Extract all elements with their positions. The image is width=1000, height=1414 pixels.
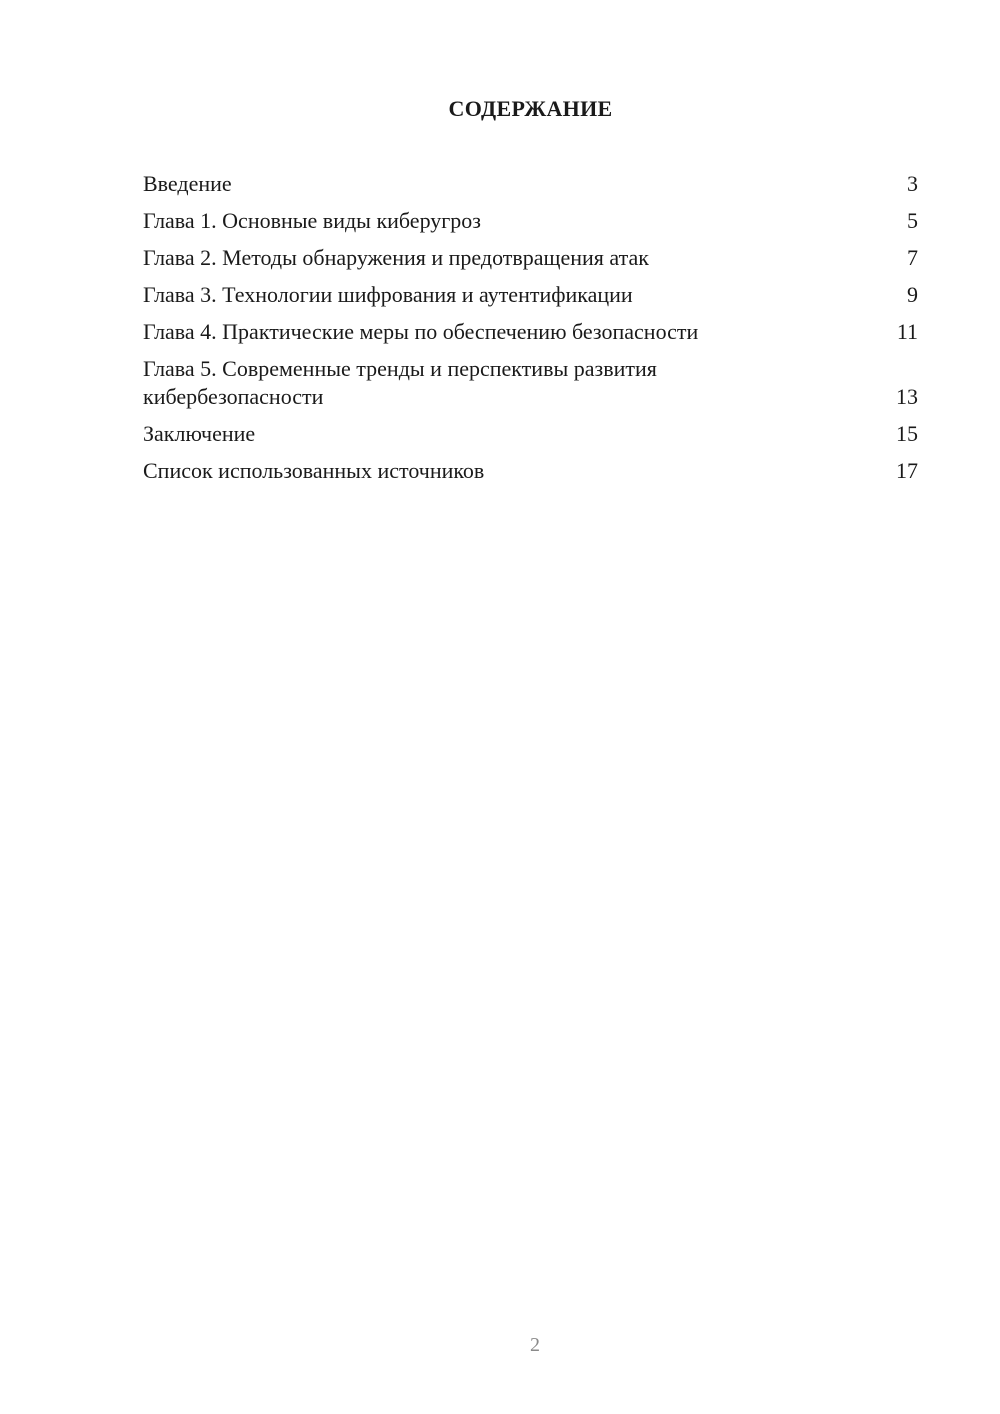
toc-list <box>143 170 918 494</box>
toc-entry-label: Глава 2. Методы обнаружения и предотвращения атак <box>143 245 649 270</box>
toc-entry-label: Введение <box>143 171 232 196</box>
toc-entry-page: 13 <box>896 384 918 409</box>
toc-entry-page: 5 <box>907 208 918 233</box>
toc-entry-label: Глава 1. Основные виды киберугроз <box>143 208 481 233</box>
toc-entry <box>143 355 918 411</box>
toc-entry <box>143 281 918 309</box>
toc-entry-label: Глава 3. Технологии шифрования и аутентификации <box>143 282 633 307</box>
toc-entry-page: 11 <box>896 319 918 344</box>
toc-entry <box>143 318 918 346</box>
toc-entry-page: 7 <box>907 245 918 270</box>
toc-entry-page: 15 <box>896 421 918 446</box>
toc-entry-page: 3 <box>907 171 918 196</box>
toc-entry-label: Заключение <box>143 421 256 446</box>
toc-entry <box>143 420 918 448</box>
toc-entry <box>143 244 918 272</box>
toc-entry <box>143 457 918 485</box>
toc-entry-label: Глава 5. Современные тренды и перспективы развития кибербезопасности <box>143 356 657 409</box>
toc-title: СОДЕРЖАНИЕ <box>448 96 613 121</box>
toc-entry-label: Список использованных источников <box>143 458 485 483</box>
toc-entry <box>143 170 918 198</box>
page-number: 2 <box>530 1334 540 1356</box>
toc-entry-label: Глава 4. Практические меры по обеспечению безопасности <box>143 319 699 344</box>
toc-entry <box>143 207 918 235</box>
toc-entry-page: 9 <box>907 282 918 307</box>
toc-entry-page: 17 <box>896 458 918 483</box>
